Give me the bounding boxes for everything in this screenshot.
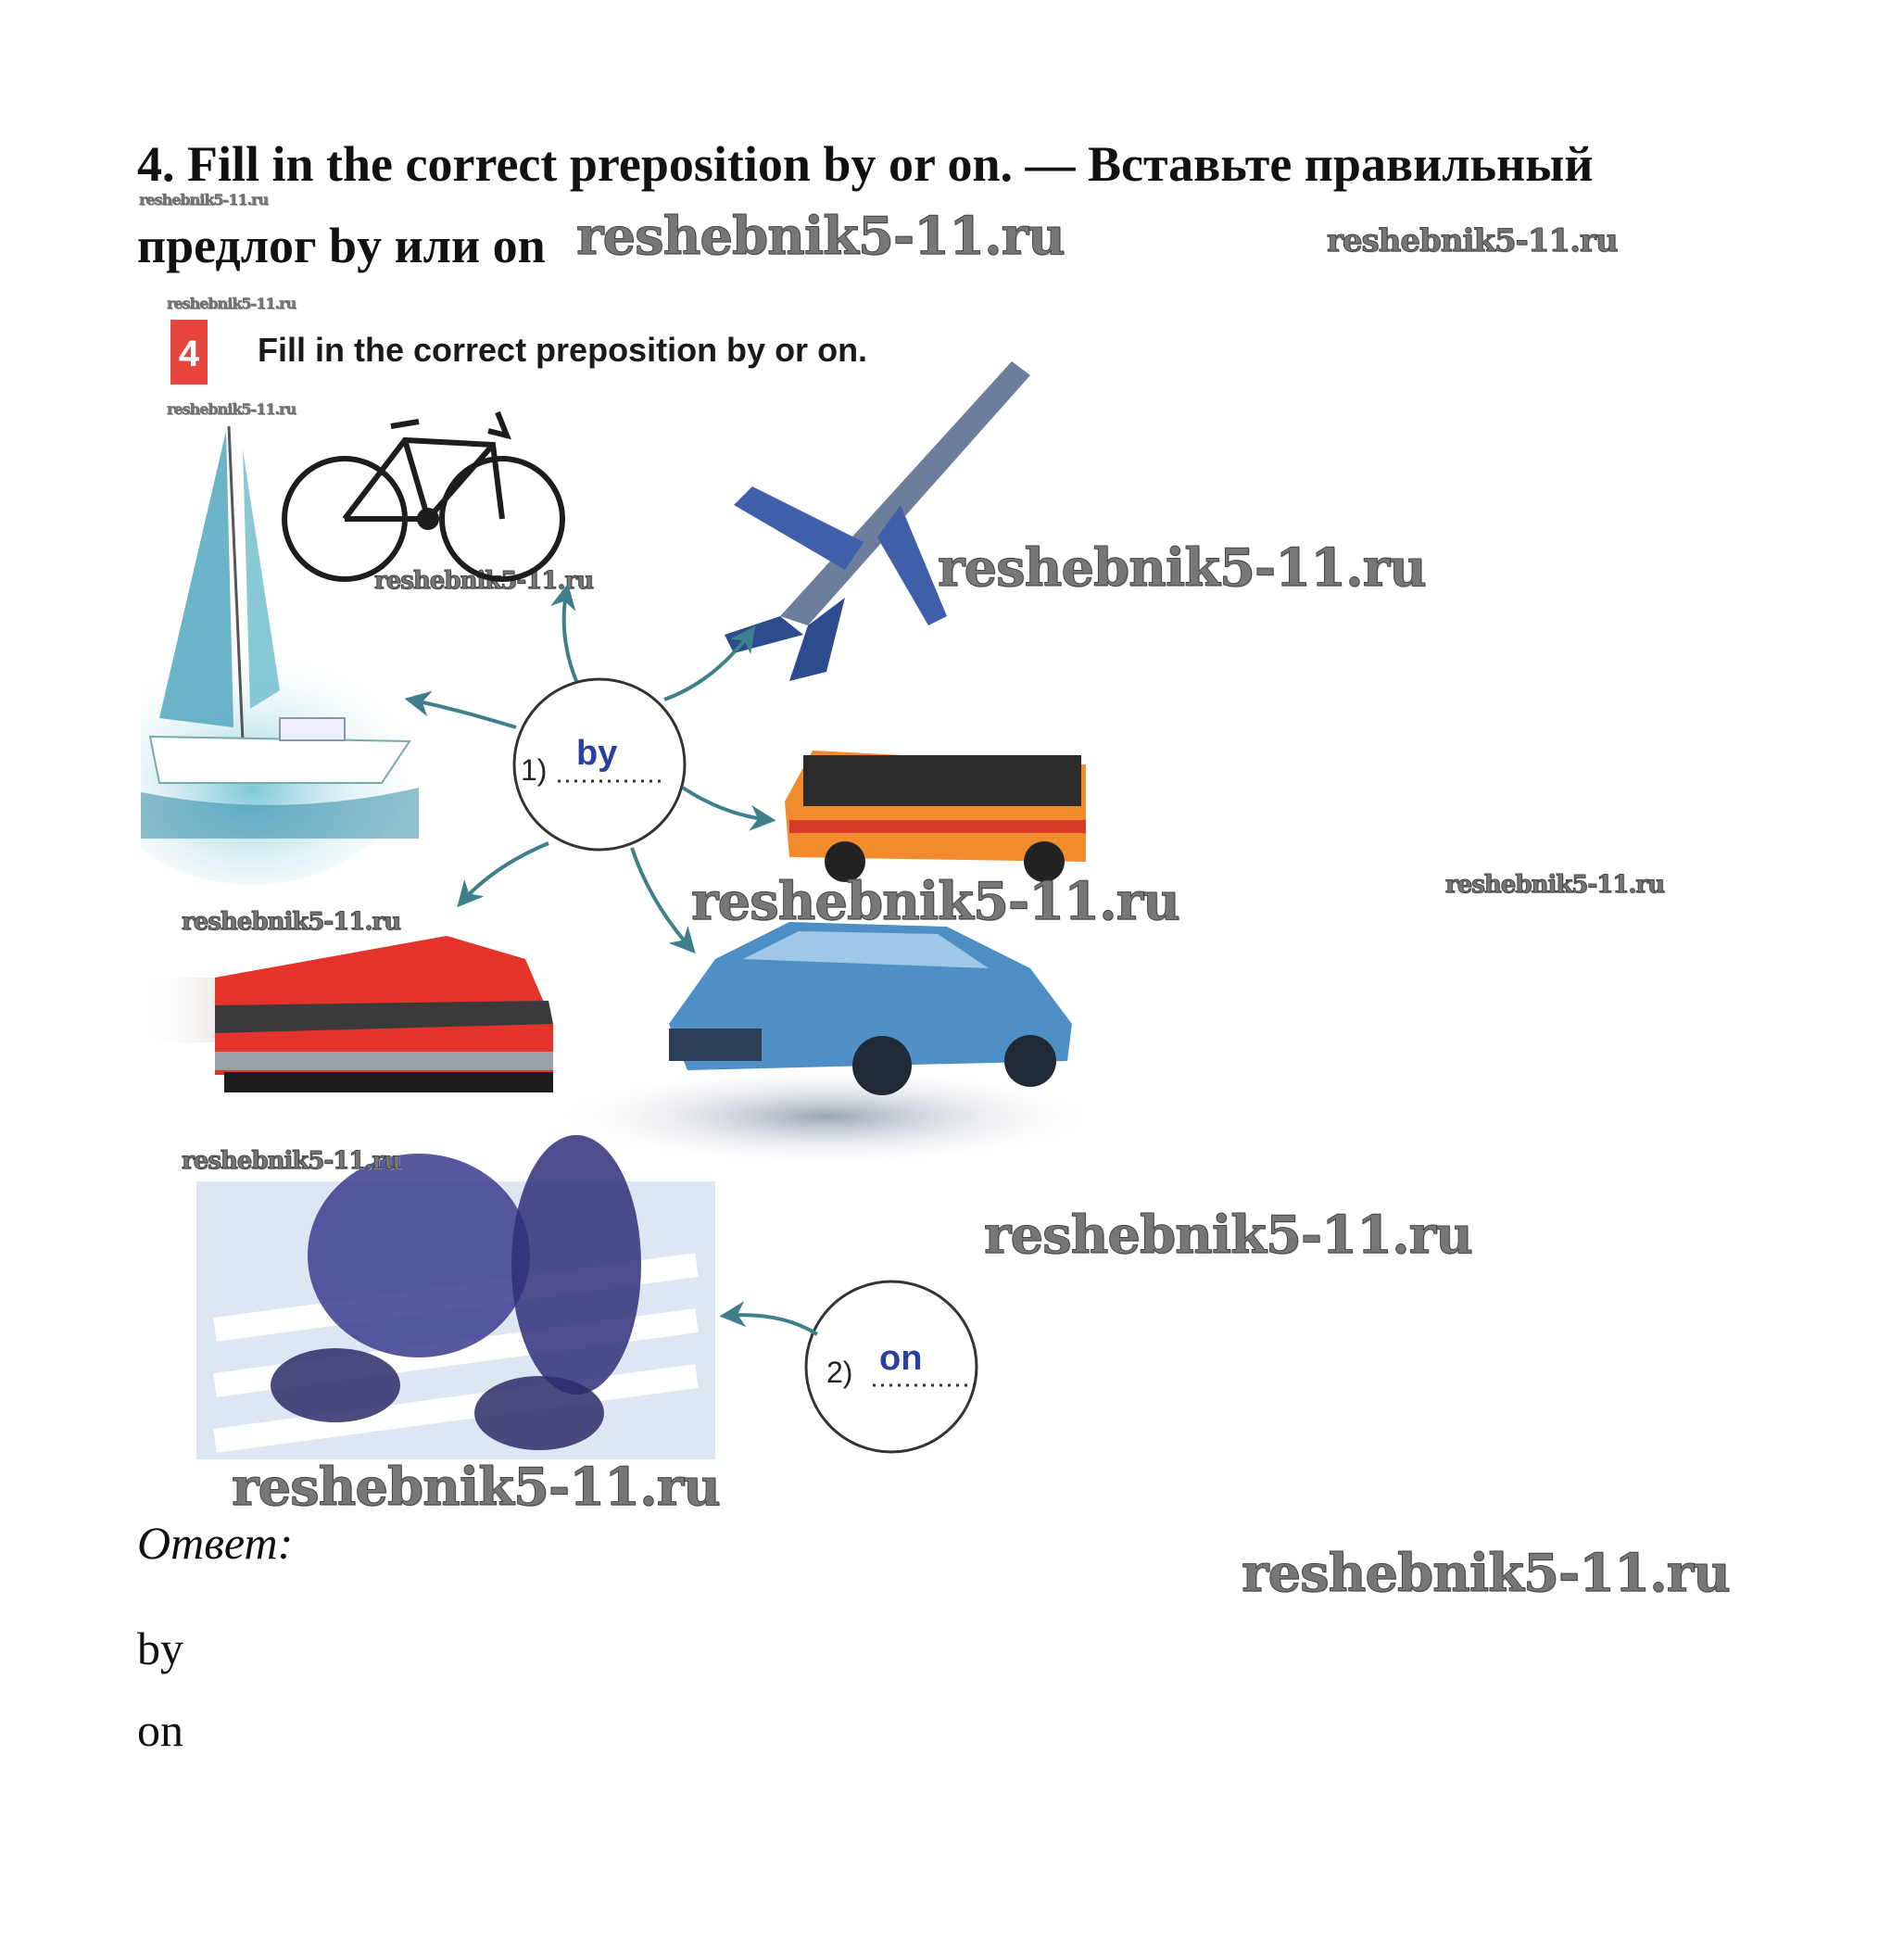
- watermark: reshebnik5-11.ru: [691, 871, 1179, 932]
- train-icon: [141, 936, 553, 1092]
- watermark: reshebnik5-11.ru: [167, 400, 296, 418]
- item-number-1: 1): [521, 753, 548, 787]
- exercise-number: 4: [178, 334, 200, 374]
- bus-icon: [785, 751, 1086, 882]
- answer-circle-1: [514, 679, 685, 850]
- answer-line-2: on: [137, 1704, 183, 1756]
- jet-plane-icon: [725, 361, 1030, 681]
- task-heading-line-2: предлог by или on: [137, 218, 546, 273]
- watermark: reshebnik5-11.ru: [182, 908, 401, 936]
- item-number-2: 2): [826, 1356, 853, 1389]
- watermark: reshebnik5-11.ru: [167, 295, 296, 312]
- item-answer-1: by: [576, 734, 618, 773]
- watermark: reshebnik5-11.ru: [232, 1457, 720, 1518]
- watermark: reshebnik5-11.ru: [938, 537, 1426, 599]
- answer-label: Ответ:: [137, 1517, 294, 1569]
- watermark: reshebnik5-11.ru: [1327, 222, 1618, 259]
- car-icon: [549, 922, 1086, 1168]
- answer-circle-2: [725, 1281, 977, 1452]
- sailboat-icon: [141, 426, 419, 885]
- walking-feet-icon: [196, 1135, 715, 1459]
- bicycle-icon: [284, 412, 562, 579]
- watermark: reshebnik5-11.ru: [182, 1147, 401, 1175]
- watermark: reshebnik5-11.ru: [984, 1205, 1472, 1266]
- watermark: reshebnik5-11.ru: [576, 206, 1065, 267]
- watermark: reshebnik5-11.ru: [1445, 871, 1665, 899]
- watermark: reshebnik5-11.ru: [374, 567, 594, 595]
- exercise-instruction: Fill in the correct preposition by or on.: [258, 331, 868, 369]
- watermark: reshebnik5-11.ru: [1242, 1543, 1730, 1604]
- task-heading-line-1: 4. Fill in the correct preposition by or on. — Вставьте правильный: [137, 136, 1594, 192]
- item-answer-2: on: [879, 1339, 923, 1378]
- answer-line-1: by: [137, 1622, 183, 1674]
- watermark: reshebnik5-11.ru: [139, 191, 269, 208]
